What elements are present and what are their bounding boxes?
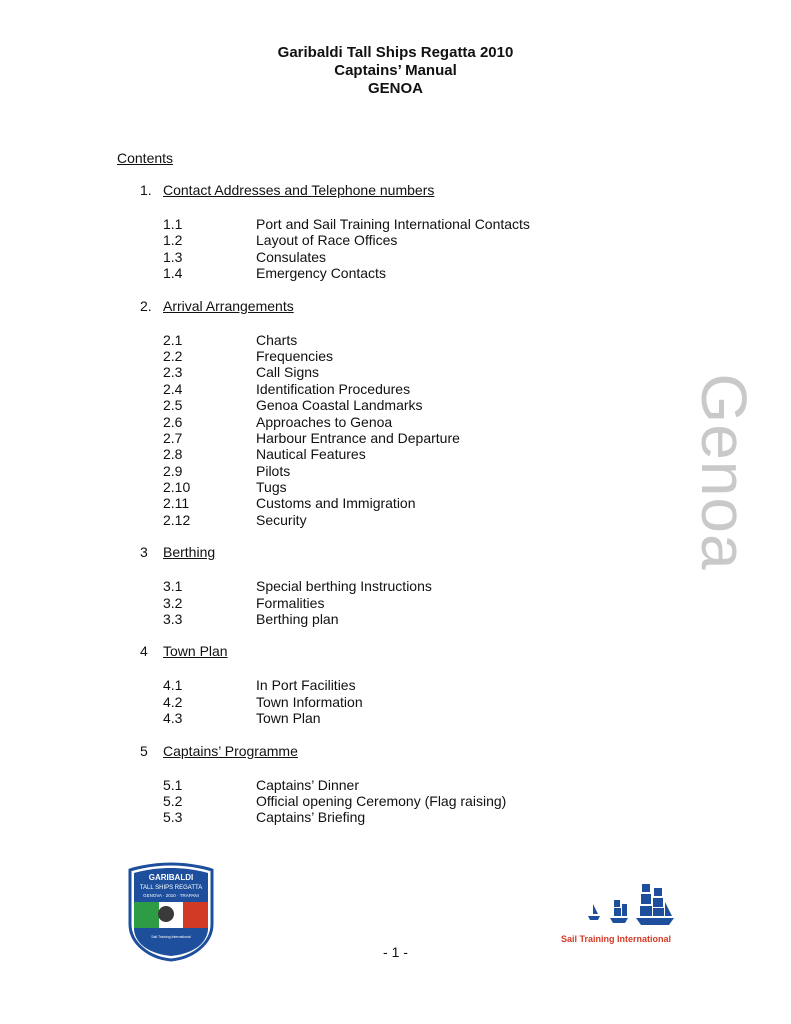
entry-label: Town Information [256, 693, 363, 710]
entry-number: 5.2 [163, 792, 183, 809]
entry-label: Town Plan [256, 710, 321, 727]
entry-label: Harbour Entrance and Departure [256, 429, 460, 446]
entry-number: 2.4 [163, 380, 183, 397]
toc-section [0, 544, 620, 627]
entry-number: 2.9 [163, 462, 183, 479]
genoa-watermark [654, 373, 791, 571]
toc-entry [0, 809, 620, 825]
entry-label: Layout of Race Offices [256, 232, 398, 249]
contents-heading: Contents [117, 150, 174, 166]
entry-label: Emergency Contacts [256, 265, 386, 282]
entry-number: 5.3 [163, 809, 183, 826]
section-title: Contact Addresses and Telephone numbers [163, 182, 435, 198]
entry-number: 2.2 [163, 347, 183, 364]
entry-number: 3.3 [163, 611, 183, 628]
entry-number: 1.3 [163, 248, 183, 265]
entry-label: Tugs [256, 479, 287, 496]
toc-entry [0, 793, 620, 809]
page-number: - 1 - [383, 944, 408, 960]
entry-number: 2.11 [163, 495, 190, 512]
entry-number: 4.2 [163, 693, 183, 710]
section-title: Town Plan [163, 643, 228, 660]
section-title: Berthing [163, 544, 216, 561]
toc-section [0, 182, 620, 282]
badge-subtitle: TALL SHIPS REGATTA [139, 885, 203, 891]
entry-number: 2.6 [163, 413, 183, 430]
section-number: 5 [140, 742, 148, 759]
entry-number: 2.7 [163, 429, 183, 446]
entry-number: 2.3 [163, 364, 183, 381]
entry-label: Port and Sail Training International Contacts [256, 216, 530, 232]
sti-logo-text: Sail Training International [560, 934, 672, 944]
header-subtitle: Captains’ Manual [334, 62, 457, 79]
entry-label: Nautical Features [256, 446, 366, 463]
entry-label: Captains’ Dinner [256, 776, 359, 793]
toc-entry [0, 595, 620, 611]
tall-ships-icon [552, 878, 680, 934]
entry-number: 4.3 [163, 710, 183, 727]
entry-label: Official opening Ceremony (Flag raising) [256, 792, 507, 809]
entry-label: Charts [256, 331, 298, 348]
toc-entry [0, 777, 620, 793]
toc-entry [0, 512, 620, 528]
entry-label: In Port Facilities [256, 677, 356, 694]
section-number: 2. [140, 297, 152, 314]
badge-title: GARIBALDI [148, 873, 194, 882]
toc-entry [0, 463, 620, 479]
toc-entry [0, 446, 620, 462]
toc-entry [0, 232, 620, 248]
entry-label: Customs and Immigration [256, 495, 416, 512]
entry-number: 2.10 [163, 479, 191, 496]
toc-entry [0, 677, 620, 693]
header-city: GENOA [367, 80, 423, 97]
entry-label: Consulates [256, 248, 327, 265]
toc-entry [0, 578, 620, 594]
entry-number: 2.12 [163, 511, 191, 528]
entry-label: Berthing plan [256, 611, 339, 628]
entry-number: 5.1 [163, 776, 183, 793]
toc-entry [0, 265, 620, 281]
toc-section-heading [0, 182, 620, 198]
entry-number: 4.1 [163, 677, 183, 694]
entry-label: Call Signs [256, 364, 320, 381]
toc-entry [0, 364, 620, 380]
document-header [0, 44, 791, 98]
section-number: 3 [140, 544, 148, 561]
entry-number: 2.5 [163, 397, 183, 414]
toc-section [0, 743, 620, 826]
toc-entry [0, 414, 620, 430]
toc-section [0, 643, 620, 726]
toc-section [0, 298, 620, 529]
toc-entry [0, 348, 620, 364]
toc-entry [0, 710, 620, 726]
toc-entry [0, 694, 620, 710]
toc-entry [0, 479, 620, 495]
entry-number: 3.2 [163, 594, 183, 611]
entry-label: Approaches to Genoa [256, 413, 393, 430]
section-title: Captains’ Programme [163, 742, 298, 759]
entry-number: 2.1 [163, 331, 183, 348]
toc-entry [0, 332, 620, 348]
badge-footer: Sail Training International [151, 935, 191, 939]
section-title: Arrival Arrangements [163, 297, 294, 314]
toc-section-heading [0, 544, 620, 560]
entry-number: 1.4 [163, 265, 183, 282]
header-title: Garibaldi Tall Ships Regatta 2010 [277, 44, 514, 61]
section-number: 1. [140, 182, 152, 198]
watermark-text: Genoa [688, 373, 760, 571]
entry-label: Frequencies [256, 347, 334, 364]
toc-entry [0, 397, 620, 413]
toc-entry [0, 611, 620, 627]
toc-section-heading [0, 643, 620, 659]
entry-number: 1.1 [163, 216, 183, 232]
entry-number: 1.2 [163, 232, 183, 249]
entry-label: Special berthing Instructions [256, 578, 432, 595]
entry-label: Formalities [256, 594, 325, 611]
entry-label: Pilots [256, 462, 291, 479]
sail-training-international-logo [552, 878, 680, 948]
entry-label: Identification Procedures [256, 380, 411, 397]
toc-section-heading [0, 298, 620, 314]
toc-entry [0, 216, 620, 232]
toc-entry [0, 249, 620, 265]
entry-label: Security [256, 511, 307, 528]
entry-number: 2.8 [163, 446, 183, 463]
entry-label: Genoa Coastal Landmarks [256, 397, 423, 414]
toc-entry [0, 430, 620, 446]
entry-label: Captains’ Briefing [256, 809, 366, 826]
toc-entry [0, 381, 620, 397]
section-number: 4 [140, 643, 148, 660]
entry-number: 3.1 [163, 578, 183, 595]
badge-cities: GENOVA · 2010 · TRAPANI [143, 893, 199, 898]
table-of-contents [0, 182, 620, 842]
toc-section-heading [0, 743, 620, 759]
toc-entry [0, 495, 620, 511]
